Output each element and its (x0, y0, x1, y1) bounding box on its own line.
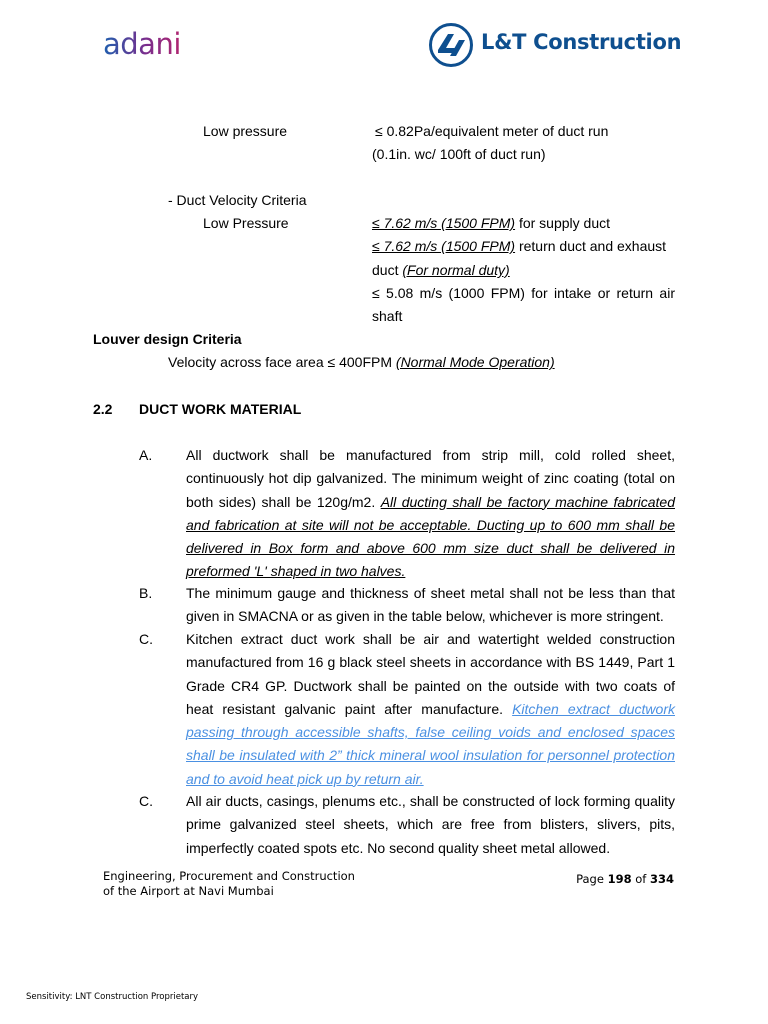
low-pressure-value-line1: ≤ 0.82Pa/equivalent meter of duct run (375, 123, 609, 139)
item-c1-text: Kitchen extract duct work shall be air and watertight welded construction manufactured from 16 g black steel sheets in accordance with BS 1449, Part 1 Grade CR4 GP. Ductwork shall be painted on the outside with two coats of heat resistant galvanic paint after manufacture. (186, 631, 675, 717)
item-b-marker: B. (139, 585, 153, 601)
louver-velocity-text: Velocity across face area ≤ 400FPM (168, 354, 396, 370)
velocity-line-5: shaft (372, 308, 403, 324)
item-c1-highlight: Kitchen extract ductwork passing through accessible shafts, false ceiling voids and enclosed spaces shall be insulated with 2” thick mineral wool insulation for personnel protection and to avoid heat pick up by return air. (186, 700, 675, 787)
item-a-paragraph (186, 444, 675, 584)
velocity-line-4: ≤ 5.08 m/s (1000 FPM) for intake or return air (372, 285, 675, 301)
item-c2-paragraph: All air ducts, casings, plenums etc., shall be constructed of lock forming quality prime galvanized steel sheets, which are free from blisters, slivers, pits, imperfectly coated spots etc. No second quality sheet metal allowed. (186, 793, 675, 856)
velocity-duct-word: duct (372, 262, 403, 278)
velocity-low-pressure-label: Low Pressure (203, 215, 289, 231)
velocity-line-3 (372, 259, 510, 282)
sensitivity-label: Sensitivity: LNT Construction Proprietary (26, 992, 199, 1002)
velocity-return-limit: ≤ 7.62 m/s (1500 FPM) (372, 238, 516, 254)
item-a-emphasis: All ducting shall be factory machine fabricated and fabrication at site will not be acceptable. Ducting up to 600 mm shall be delivered in Box form and above 600 mm size duct shall be delivered in preformed 'L' shaped in two halves. (186, 493, 675, 580)
item-c1-marker: C. (139, 631, 153, 647)
velocity-line-2 (372, 235, 666, 258)
page-of: of (631, 872, 650, 886)
section-number: 2.2 (93, 401, 113, 417)
footer-project-line2: of the Airport at Navi Mumbai (103, 884, 274, 898)
footer-project-line1: Engineering, Procurement and Construction (103, 869, 355, 883)
item-a-marker: A. (139, 447, 153, 463)
louver-heading: Louver design Criteria (93, 331, 242, 347)
page-current: 198 (607, 872, 632, 886)
page-total: 334 (649, 872, 674, 886)
page-word: Page (576, 872, 608, 886)
low-pressure-label: Low pressure (203, 123, 288, 139)
louver-criteria-line (168, 351, 555, 374)
low-pressure-value-line2: (0.1in. wc/ 100ft of duct run) (372, 146, 546, 162)
velocity-return-text: return duct and exhaust (515, 238, 667, 254)
page-number (576, 872, 674, 887)
item-b-paragraph: The minimum gauge and thickness of sheet metal shall not be less than that given in SMACNA or as given in the table below, whichever is more stringent. (186, 585, 675, 625)
section-title: DUCT WORK MATERIAL (139, 401, 302, 417)
lt-emblem-icon (428, 22, 474, 68)
louver-mode-note: (Normal Mode Operation) (395, 354, 555, 370)
lt-logo-text: L&T Construction (481, 30, 682, 54)
item-c1-paragraph (186, 628, 675, 791)
adani-logo-text: adani (103, 27, 181, 61)
lt-logo (428, 22, 682, 68)
velocity-normal-duty: (For normal duty) (402, 262, 510, 278)
velocity-line-1 (372, 212, 610, 235)
velocity-supply-limit: ≤ 7.62 m/s (1500 FPM) (372, 215, 516, 231)
adani-logo (103, 27, 181, 62)
footer-project (103, 869, 355, 899)
item-c2-marker: C. (139, 793, 153, 809)
velocity-supply-text: for supply duct (515, 215, 610, 231)
velocity-criteria-heading: - Duct Velocity Criteria (168, 192, 307, 208)
item-a-text: All ductwork shall be manufactured from strip mill, cold rolled sheet, continuously hot dip galvanized. The minimum weight of zinc coating (total on both sides) shall be 120g/m2. (186, 447, 675, 510)
